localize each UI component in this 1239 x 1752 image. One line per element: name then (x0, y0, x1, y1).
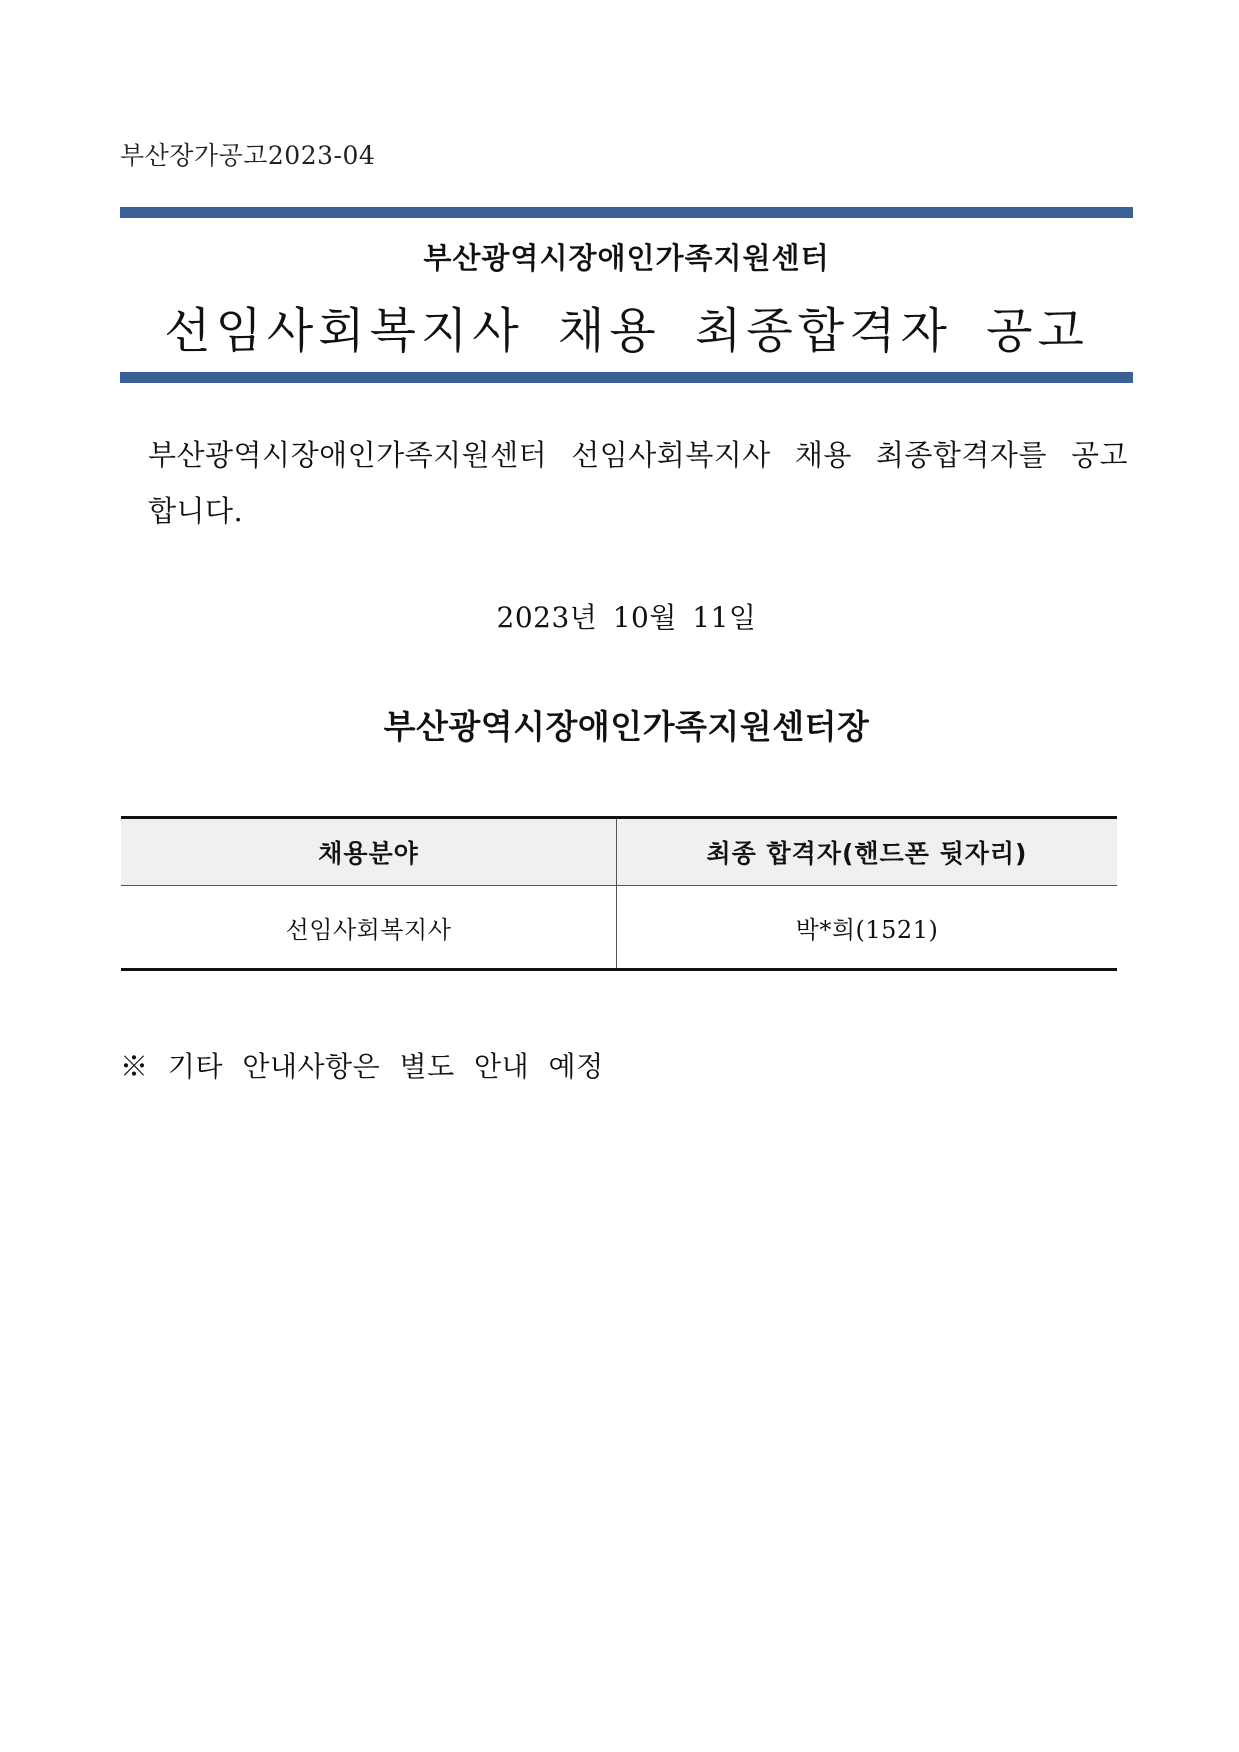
table-cell-field: 선임사회복지사 (121, 886, 617, 970)
organization-title: 부산광역시장애인가족지원센터 (423, 241, 830, 275)
table-cell-finalist: 박*희(1521) (617, 886, 1118, 970)
footnote: ※ 기타 안내사항은 별도 안내 예정 (120, 1050, 604, 1083)
title-bar-bottom (120, 372, 1133, 383)
document-number: 부산장가공고2023-04 (120, 141, 376, 170)
table-header-row (121, 818, 1117, 886)
page-title: 선임사회복지사 채용 최종합격자 공고 (164, 303, 1089, 359)
result-table (121, 816, 1117, 971)
table-row (121, 886, 1117, 970)
title-bar-top (120, 207, 1133, 218)
announcement-date: 2023년 10월 11일 (496, 601, 757, 634)
column-header-field: 채용분야 (121, 818, 617, 886)
intro-paragraph: 부산광역시장애인가족지원센터 선임사회복지사 채용 최종합격자를 공고합니다. (148, 438, 1128, 528)
column-header-finalist: 최종 합격자(핸드폰 뒷자리) (617, 818, 1118, 886)
issuer-signature: 부산광역시장애인가족지원센터장 (383, 707, 870, 746)
